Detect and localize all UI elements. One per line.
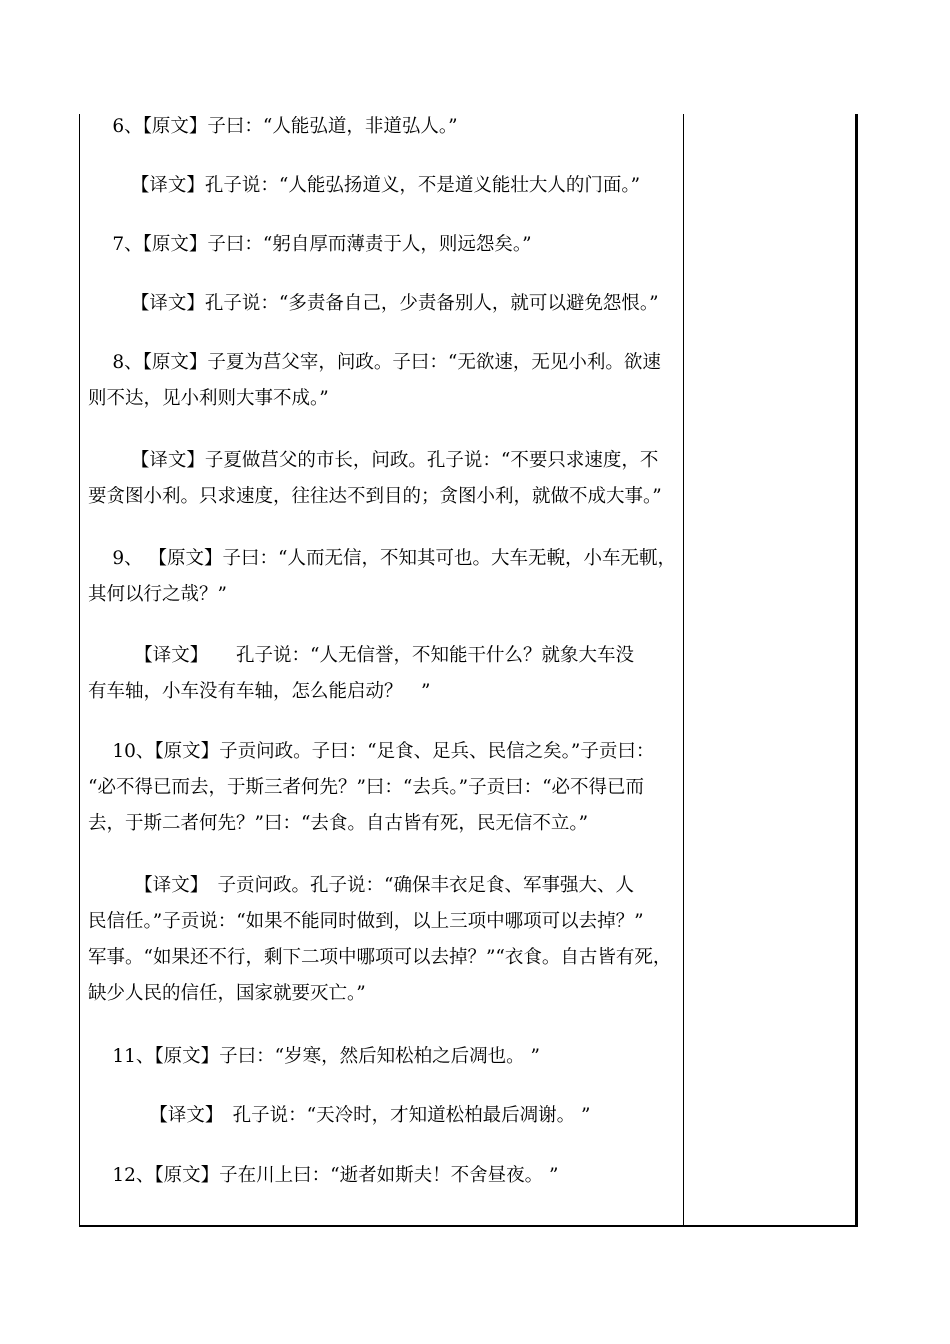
text-line: “必不得已而去，于斯三者何先？”曰：“去兵。”子贡曰：“必不得已而	[88, 777, 645, 798]
text-line: 【译文】 子贡问政。孔子说：“确保丰衣足食、军事强大、人	[88, 875, 634, 896]
text-line: 7、【原文】子曰：“躬自厚而薄责于人，则远怨矣。”	[88, 234, 532, 255]
table-column-divider	[683, 114, 684, 1227]
text-line: 要贪图小利。只求速度，往往达不到目的；贪图小利，就做不成大事。”	[88, 486, 662, 507]
paragraph-11-original	[88, 1039, 678, 1075]
text-line: 12、【原文】子在川上曰：“逝者如斯夫！不舍昼夜。 ”	[88, 1165, 559, 1186]
paragraph-8-original	[88, 345, 678, 417]
paragraph-9-original	[88, 541, 678, 613]
paragraph-7-original	[88, 227, 678, 263]
paragraph-7-translation	[88, 286, 678, 322]
table-left-border	[79, 114, 80, 1227]
text-line: 则不达，见小利则大事不成。”	[88, 388, 329, 409]
text-line: 【译文】 孔子说：“天冷时，才知道松柏最后凋谢。 ”	[88, 1105, 591, 1126]
text-line: 8、【原文】子夏为莒父宰，问政。子曰：“无欲速，无见小利。欲速	[88, 352, 661, 373]
text-line: 【译文】孔子说：“人能弘扬道义，不是道义能壮大人的门面。”	[88, 175, 641, 196]
text-line: 9、 【原文】子曰：“人而无信，不知其可也。大车无輗，小车无軏，	[88, 548, 676, 569]
text-line: 6、【原文】子曰：“人能弘道，非道弘人。”	[88, 116, 458, 137]
paragraph-9-translation	[88, 638, 678, 710]
table-bottom-border	[79, 1225, 858, 1227]
text-line: 【译文】子夏做莒父的市长，问政。孔子说：“不要只求速度，不	[88, 450, 659, 471]
text-line: 【译文】 孔子说：“人无信誉，不知能干什么？就象大车没	[88, 645, 634, 666]
paragraph-10-translation	[88, 868, 678, 1012]
text-line: 缺少人民的信任，国家就要灭亡。”	[88, 983, 366, 1004]
text-line: 军事。“如果还不行，剩下二项中哪项可以去掉？”“衣食。自古皆有死，	[88, 947, 672, 968]
text-line: 有车轴，小车没有车轴，怎么能启动？ ”	[88, 681, 431, 702]
text-line: 【译文】孔子说：“多责备自己，少责备别人，就可以避免怨恨。”	[88, 293, 659, 314]
text-line: 10、【原文】子贡问政。子曰：“足食、足兵、民信之矣。”子贡曰：	[88, 741, 655, 762]
paragraph-10-original	[88, 734, 678, 842]
text-line: 民信任。”子贡说：“如果不能同时做到，以上三项中哪项可以去掉？”	[88, 911, 644, 932]
table-right-border	[855, 114, 858, 1227]
paragraph-6-translation	[88, 168, 678, 204]
text-line: 去，于斯二者何先？”曰：“去食。自古皆有死，民无信不立。”	[88, 813, 589, 834]
paragraph-6-original	[88, 109, 678, 145]
text-line: 11、【原文】子曰：“岁寒，然后知松柏之后凋也。 ”	[88, 1046, 540, 1067]
text-line: 其何以行之哉？”	[88, 584, 227, 605]
paragraph-8-translation	[88, 443, 678, 515]
paragraph-11-translation	[88, 1098, 678, 1134]
paragraph-12-original	[88, 1158, 678, 1194]
